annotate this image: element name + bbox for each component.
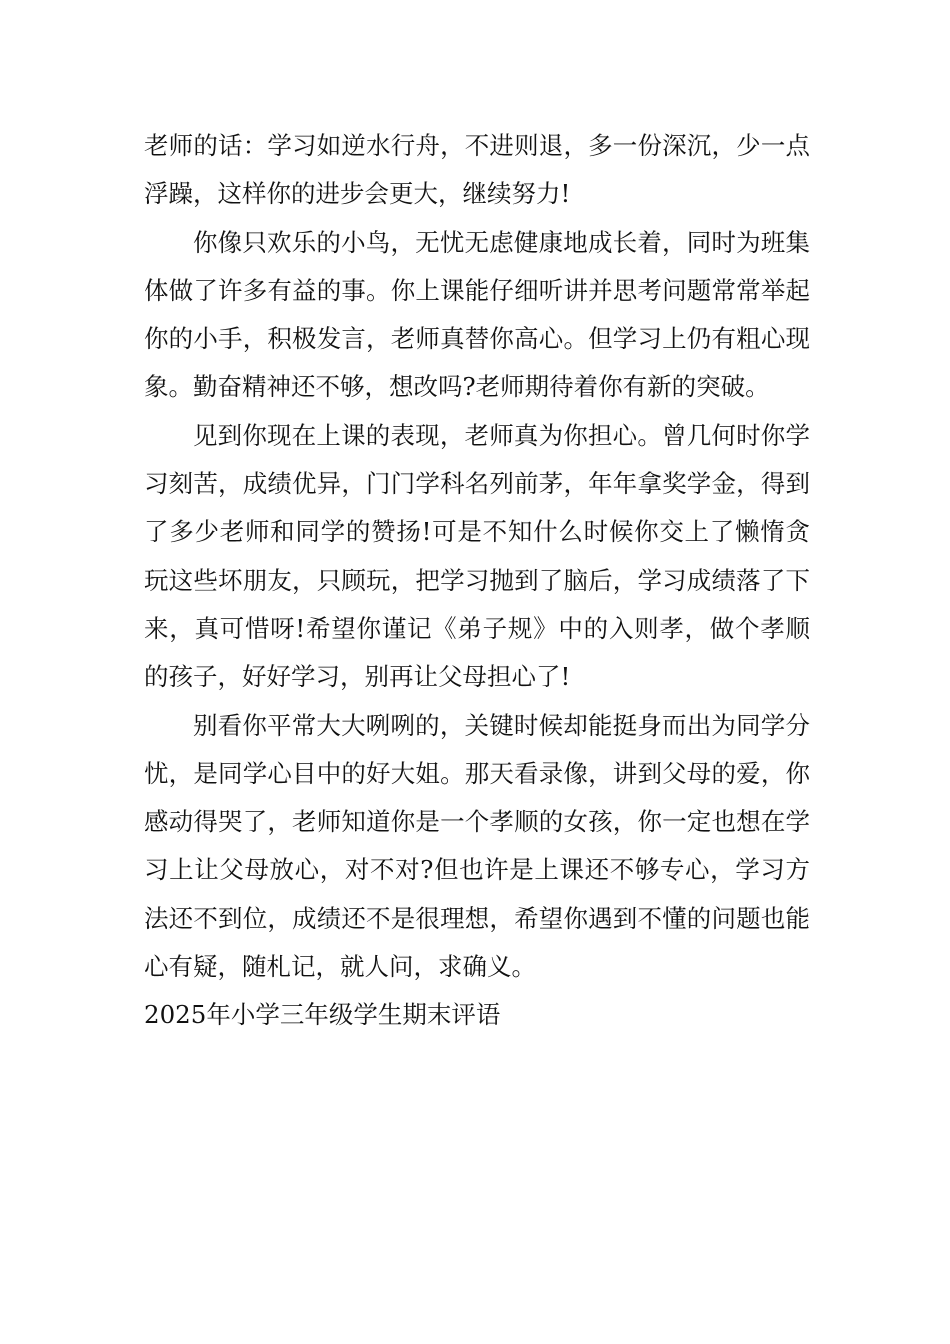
paragraph-comment-2: 见到你现在上课的表现，老师真为你担心。曾几何时你学习刻苦，成绩优异，门门学科名列前茅，年年拿奖学金，得到了多少老师和同学的赞扬!可是不知什么时候你交上了懒惰贪玩这些坏朋友，只顾玩，把学习抛到了脑后，学习成绩落了下来，真可惜呀!希望你谨记《弟子规》中的入则孝，做个孝顺的孩子，好好学习，别再让父母担心了! — [144, 420, 810, 692]
paragraph-comment-3: 别看你平常大大咧咧的，关键时候却能挺身而出为同学分忧，是同学心目中的好大姐。那天看录像，讲到父母的爱，你感动得哭了，老师知道你是一个孝顺的女孩，你一定也想在学习上让父母放心，对不对?但也许是上课还不够专心，学习方法还不到位，成绩还不是很理想，希望你遇到不懂的问题也能心有疑，随札记，就人问，求确义。 — [144, 710, 810, 982]
document-page — [144, 122, 810, 1040]
paragraph-teacher-remark: 老师的话：学习如逆水行舟，不进则退，多一份深沉，少一点浮躁，这样你的进步会更大，继续努力! — [144, 131, 810, 209]
paragraph-comment-1: 你像只欢乐的小鸟，无忧无虑健康地成长着，同时为班集体做了许多有益的事。你上课能仔细听讲并思考问题常常举起你的小手，积极发言，老师真替你高心。但学习上仍有粗心现象。勤奋精神还不够，想改吗?老师期待着你有新的突破。 — [144, 227, 810, 402]
section-title: 2025年小学三年级学生期末评语 — [144, 1000, 501, 1030]
